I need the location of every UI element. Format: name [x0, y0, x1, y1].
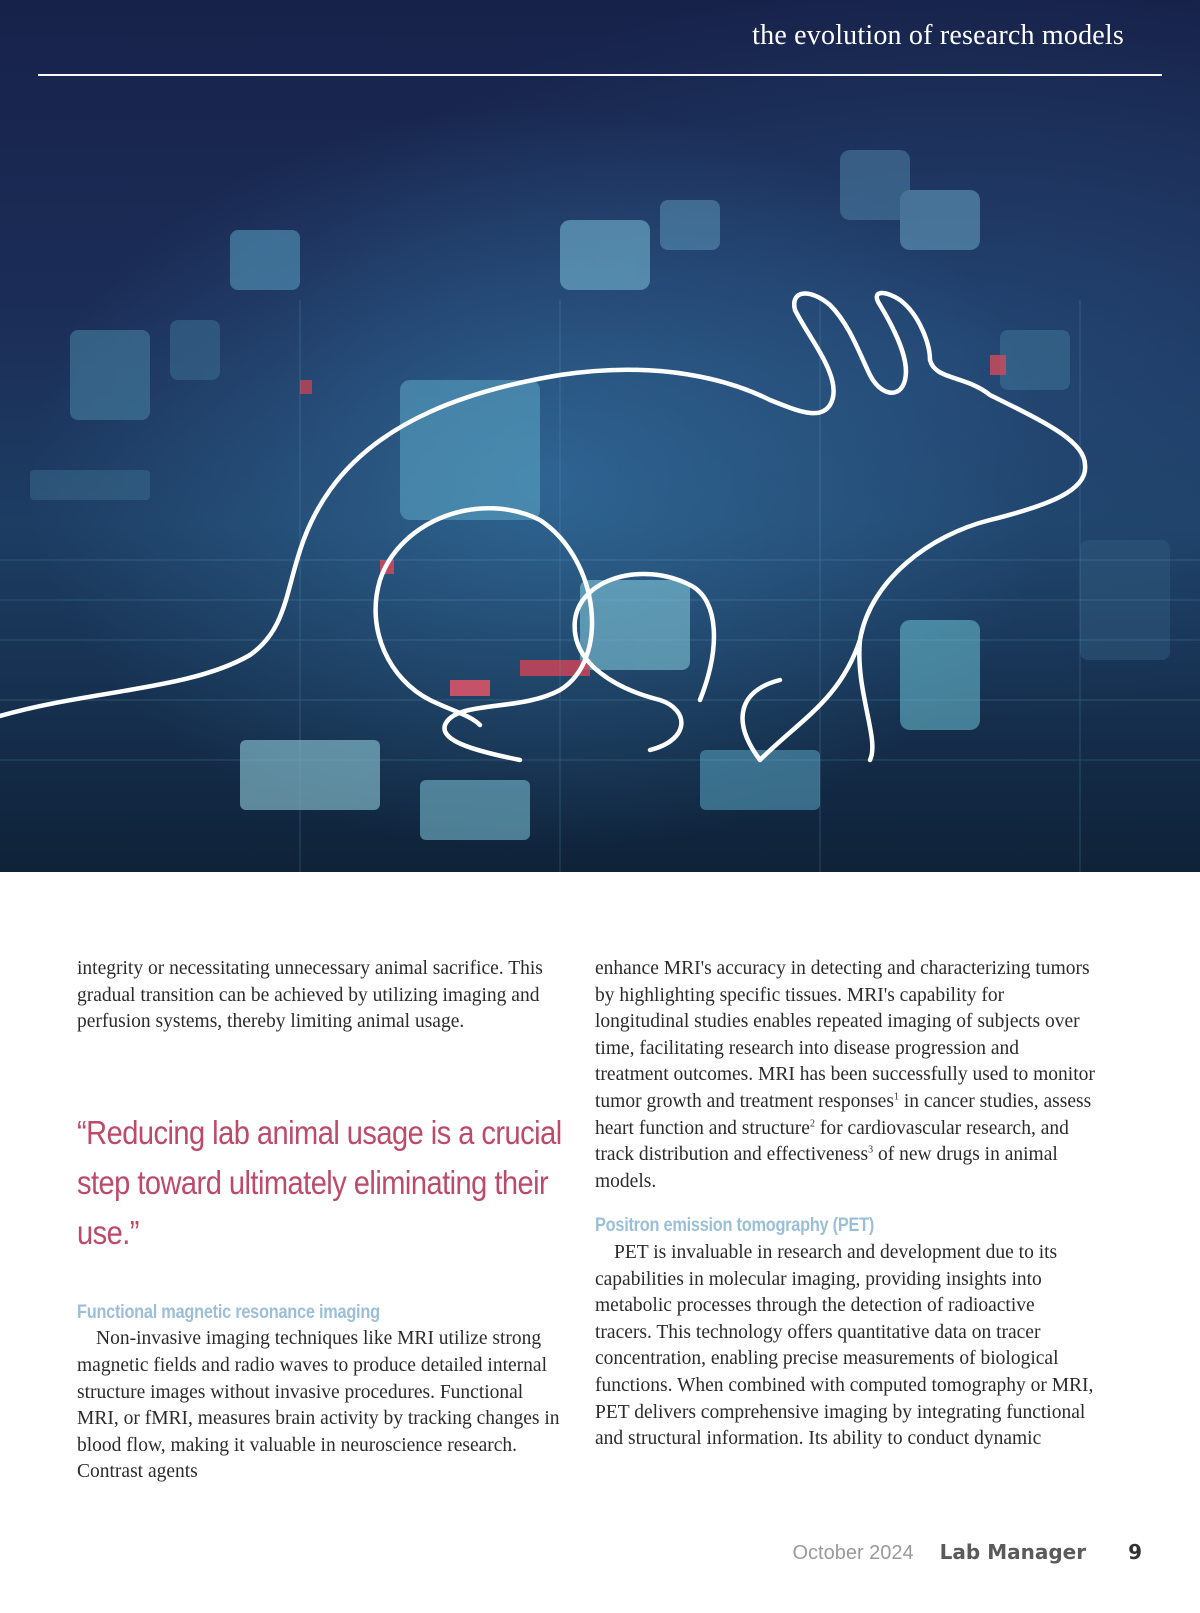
page-footer — [792, 1540, 1142, 1566]
pet-heading: Positron emission tomography (PET) — [595, 1215, 875, 1237]
fmri-heading: Functional magnetic resonance imaging — [77, 1301, 380, 1323]
running-head-title: the evolution of research models — [752, 20, 1124, 51]
pull-quote: “Reducing lab animal usage is a crucial step toward ultimately eliminating their use.” — [77, 1113, 562, 1251]
reference-2: 2 — [809, 1118, 815, 1130]
reference-3: 3 — [868, 1144, 874, 1156]
left-column — [77, 956, 569, 1486]
pet-paragraph: PET is invaluable in research and development due to its capabilities in molecular imaging, providing insights into metabolic processes through the detection of radioactive tracers. This technology offers quantitative data on tracer concentration, enabling precise measurements of biological functions. When combined with computed tomography or MRI, PET delivers comprehensive imaging by integrating functional and structural information. Its ability to conduct dynamic — [595, 1241, 1094, 1450]
mri-paragraph — [595, 956, 1095, 1195]
intro-paragraph: integrity or necessitating unnecessary animal sacrifice. This gradual transition can be achieved by utilizing imaging and perfusion systems, thereby limiting animal usage. — [77, 958, 543, 1033]
mri-text-part-1: enhance MRI's accuracy in detecting and characterizing tumors by highlighting specific tissues. MRI's capability for longitudinal studies enables repeated imaging of subjects over time, facilitating research into disease progression and treatment outcomes. MRI has been successfully used to monitor tumor growth and treatment responses — [595, 958, 1095, 1112]
header-rule — [38, 74, 1162, 76]
publication-name: Lab Manager — [939, 1540, 1087, 1564]
fmri-paragraph: Non-invasive imaging techniques like MRI utilize strong magnetic fields and radio waves to produce detailed internal structure images without invasive procedures. Functional MRI, or fMRI, measures brain activity by tracking changes in blood flow, making it valuable in neuroscience research. Contrast agents — [77, 1328, 560, 1483]
mri-text-part-4: of new drugs in animal models. — [595, 1144, 1058, 1192]
digital-panels — [30, 150, 1170, 840]
reference-1: 1 — [893, 1091, 899, 1103]
page-number: 9 — [1128, 1540, 1142, 1564]
mri-text-part-3: for cardiovascular research, and track distribution and effectiveness — [595, 1117, 1069, 1166]
right-column — [595, 956, 1095, 1453]
issue-date: October 2024 — [792, 1542, 914, 1564]
mri-text-part-2: in cancer studies, assess heart function and structure — [595, 1090, 1092, 1139]
